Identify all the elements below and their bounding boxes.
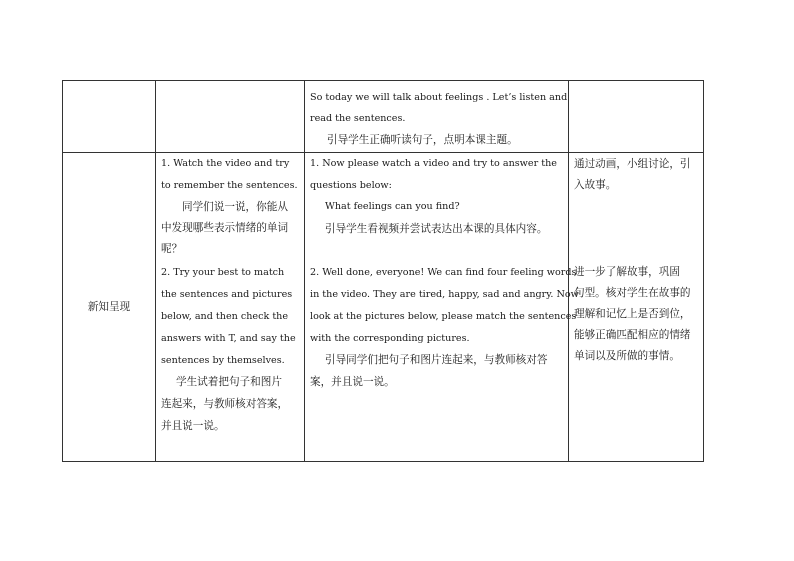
teacher-line: look at the pictures below, please match the sentences: [310, 311, 577, 322]
stage-cell: [63, 81, 156, 153]
student-line: the sentences and pictures: [161, 289, 293, 300]
teacher-line: 2. Well done, everyone! We can find four feeling words: [310, 267, 577, 278]
intent-line: 通过动画，小组讨论，引: [574, 158, 691, 170]
intent-line: 进一步了解故事，巩固: [574, 266, 680, 278]
student-line: 呢？: [161, 243, 183, 255]
student-activity-cell: [156, 81, 305, 153]
intent-line: 能够正确匹配相应的情绪: [574, 329, 691, 341]
student-line: 连起来，与教师核对答案，: [161, 398, 289, 410]
student-line: 同学们说一说，你能从: [182, 201, 288, 213]
teacher-line: questions below:: [310, 180, 392, 191]
student-line: 学生试着把句子和图片: [176, 376, 282, 388]
student-line: 2. Try your best to match: [161, 267, 285, 278]
intent-line: 句型。核对学生在故事的: [574, 287, 691, 299]
stage-cell: [63, 153, 156, 462]
teacher-line: 1. Now please watch a video and try to answer the: [310, 158, 557, 169]
teacher-line: 引导同学们把句子和图片连起来，与教师核对答: [325, 354, 548, 366]
teacher-line: with the corresponding pictures.: [310, 333, 470, 344]
student-activity-cell: [156, 153, 305, 462]
student-line: 并且说一说。: [161, 420, 225, 432]
teacher-line: 引导学生看视频并尝试表达出本课的具体内容。: [325, 223, 548, 235]
student-line: below, and then check the: [161, 311, 289, 322]
student-line: 1. Watch the video and try: [161, 158, 290, 169]
teacher-activity-cell: [305, 81, 569, 153]
teacher-line: 引导学生正确听读句子，点明本课主题。: [327, 134, 518, 146]
intent-line: 单词以及所做的事情。: [574, 350, 680, 362]
teacher-line: So today we will talk about feelings . Let’s listen and: [310, 92, 568, 103]
teacher-activity-cell: [305, 153, 579, 462]
table-row: [63, 153, 704, 462]
table-row: [63, 81, 704, 153]
teacher-line: 案，并且说一说。: [310, 376, 395, 388]
teacher-line: read the sentences.: [310, 113, 406, 124]
teacher-line: What feelings can you find?: [325, 201, 460, 212]
intent-line: 理解和记忆上是否到位，: [574, 308, 691, 320]
student-line: to remember the sentences.: [161, 180, 298, 191]
student-line: answers with T, and say the: [161, 333, 296, 344]
lesson-plan-table: [62, 80, 704, 462]
intent-line: 入故事。: [574, 179, 617, 191]
student-line: sentences by themselves.: [161, 355, 285, 366]
teacher-line: in the video. They are tired, happy, sad and angry. Now: [310, 289, 579, 300]
design-intent-cell: [569, 153, 704, 462]
stage-label: 新知呈现: [87, 301, 131, 313]
student-line: 中发现哪些表示情绪的单词: [161, 222, 289, 234]
design-intent-cell: [569, 81, 704, 153]
